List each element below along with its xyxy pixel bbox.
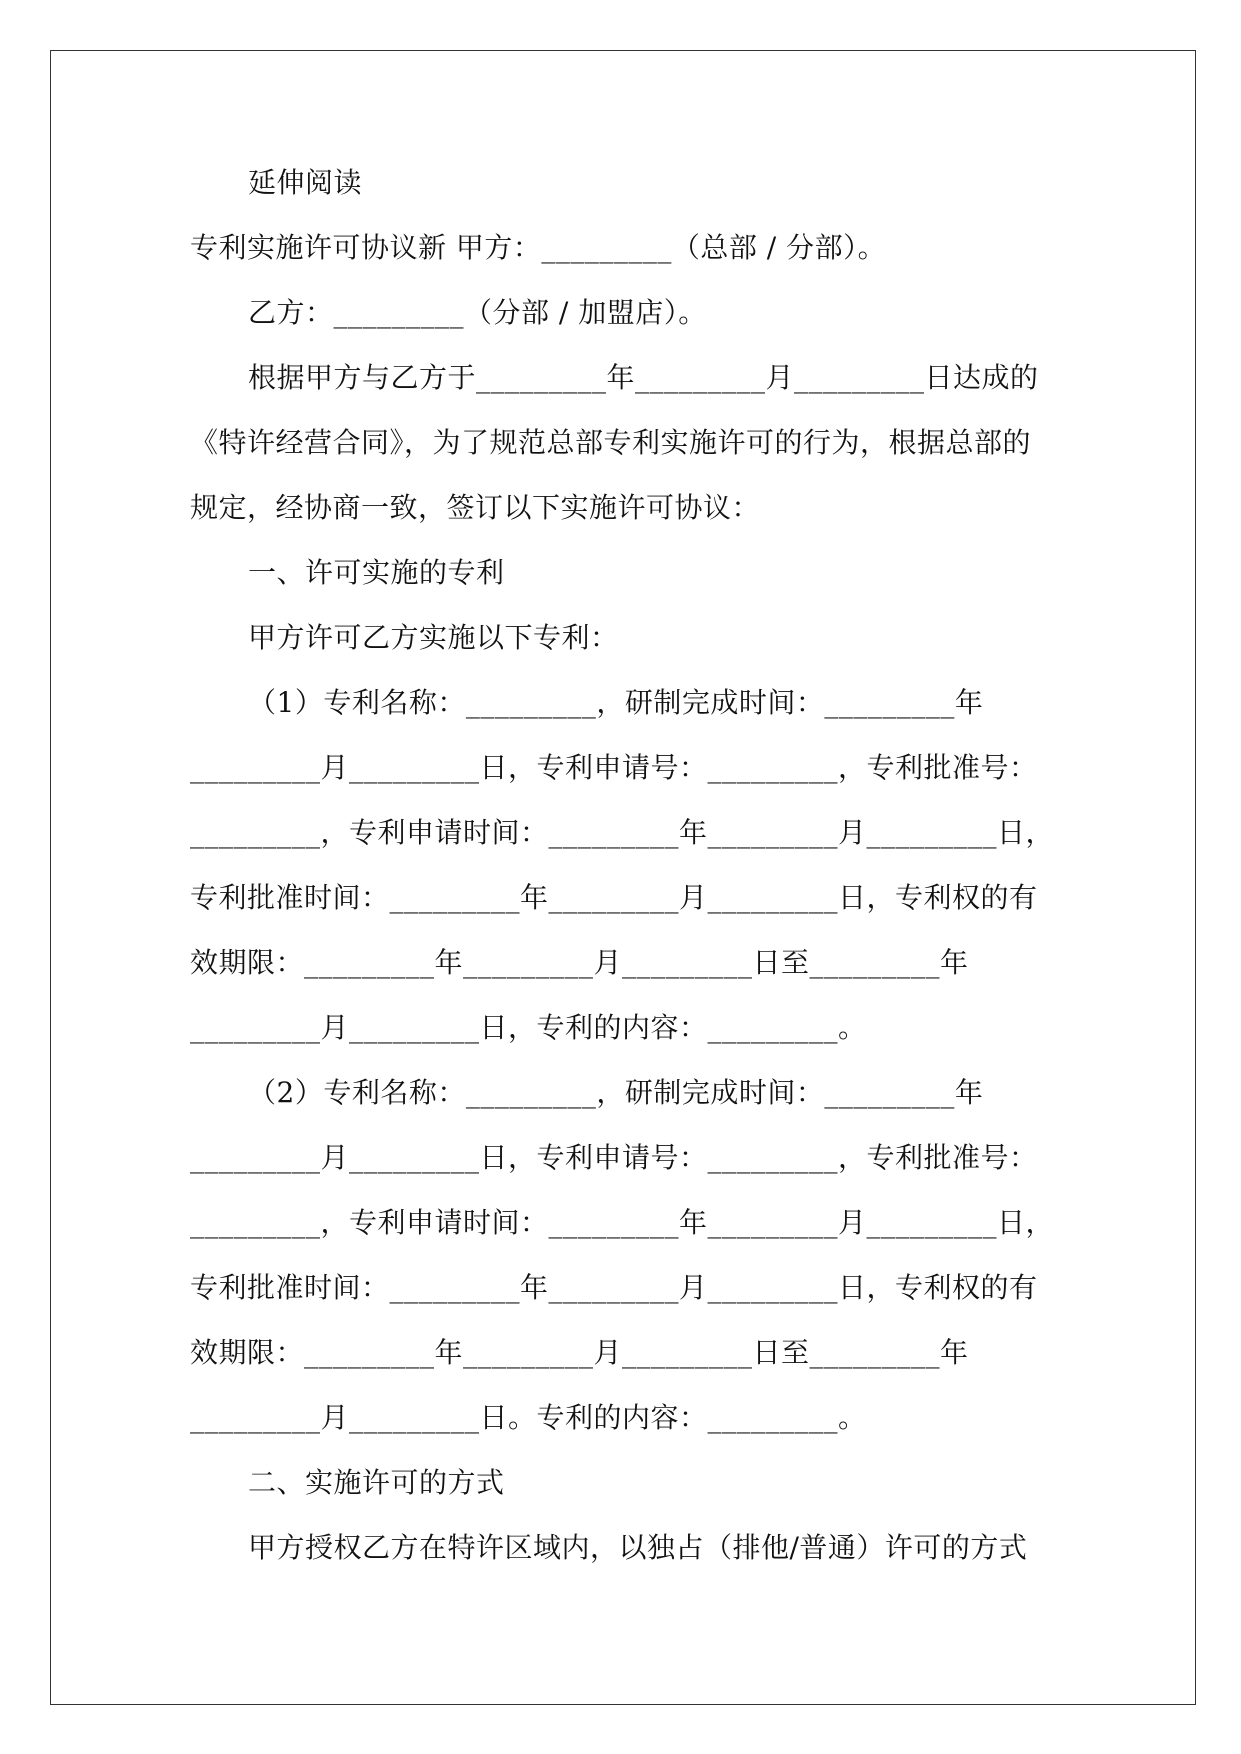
document-body [190,150,1070,1580]
patent-2-line: （2）专利名称：_________，研制完成时间：_________年 [248,1076,984,1109]
paragraph-line: 规定，经协商一致，签订以下实施许可协议： [190,491,761,524]
section-heading-license-method: 二、实施许可的方式 [248,1466,505,1499]
patent-1-line: 效期限：_________年_________月_________日至_________年 [190,946,969,979]
paragraph-line: 《特许经营合同》，为了规范总部专利实施许可的行为，根据总部的 [190,426,1032,459]
patent-2-line: 效期限：_________年_________月_________日至_________年 [190,1336,969,1369]
paragraph-line: 根据甲方与乙方于_________年_________月_________日达成的 [248,361,1039,394]
patent-2-line: _________月_________日。专利的内容：_________。 [190,1401,867,1434]
patent-1-line: （1）专利名称：_________，研制完成时间：_________年 [248,686,984,719]
agreement-title-party-a: 专利实施许可协议新 甲方：_________（总部 / 分部）。 [190,231,887,264]
patent-1-line: _________月_________日，专利的内容：_________。 [190,1011,867,1044]
patent-1-line: _________月_________日，专利申请号：_________，专利批准号： [190,751,1038,784]
patent-1-line: 专利批准时间：_________年_________月_________日，专利权的有 [190,881,1038,914]
patent-2-line: _________月_________日，专利申请号：_________，专利批准号： [190,1141,1038,1174]
section-heading-extended-reading: 延伸阅读 [248,166,363,199]
paragraph-line: 甲方授权乙方在特许区域内，以独占（排他/普通）许可的方式 [248,1531,1028,1564]
section-heading-licensed-patents: 一、许可实施的专利 [248,556,505,589]
patent-1-line: _________，专利申请时间：_________年_________月_________日， [190,816,1055,849]
paragraph-line: 甲方许可乙方实施以下专利： [248,621,619,654]
patent-2-line: _________，专利申请时间：_________年_________月_________日， [190,1206,1055,1239]
party-b-line: 乙方：_________（分部 / 加盟店）。 [248,296,707,329]
patent-2-line: 专利批准时间：_________年_________月_________日，专利权的有 [190,1271,1038,1304]
